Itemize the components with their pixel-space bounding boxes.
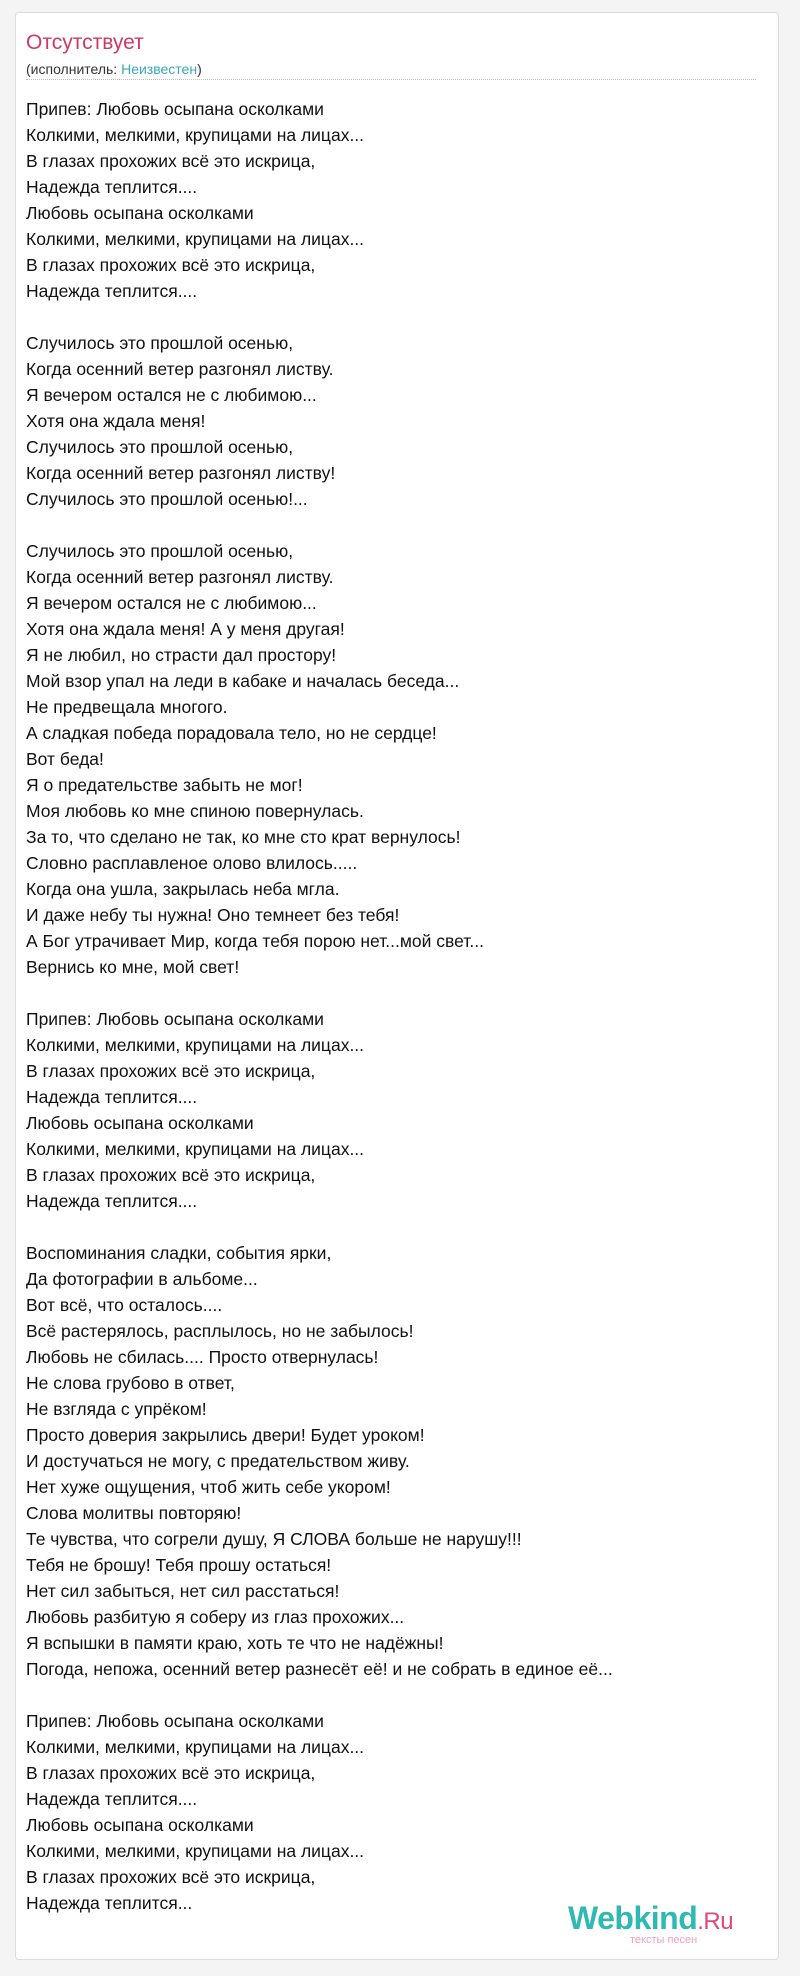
lyric-line: Припев: Любовь осыпана осколками — [26, 99, 324, 119]
lyric-line: Надежда теплится.... — [26, 281, 198, 301]
lyric-line: Не слова грубово в ответ, — [26, 1373, 235, 1393]
lyric-line: Тебя не брошу! Тебя прошу остаться! — [26, 1555, 332, 1575]
lyric-line: Да фотографии в альбоме... — [26, 1269, 258, 1289]
performer-prefix: (исполнитель: — [26, 61, 122, 77]
lyric-line: Случилось это прошлой осенью, — [26, 437, 294, 457]
lyric-line: Погода, непожа, осенний ветер разнесёт её! и не собрать в единое её... — [26, 1659, 613, 1679]
lyric-line: Колкими, мелкими, крупицами на лицах... — [26, 1139, 365, 1159]
lyric-line: Слова молитвы повторяю! — [26, 1503, 242, 1523]
lyric-line: Припев: Любовь осыпана осколками — [26, 1009, 324, 1029]
lyric-line: Когда она ушла, закрылась неба мгла. — [26, 879, 340, 899]
lyrics-text — [26, 96, 766, 1916]
lyric-line: В глазах прохожих всё это искрица, — [26, 1763, 316, 1783]
lyric-line: И достучаться не могу, с предательством живу. — [26, 1451, 410, 1471]
lyric-line: Словно расплавленое олово влилось..... — [26, 853, 358, 873]
lyric-line: Надежда теплится... — [26, 1893, 193, 1913]
lyric-line: Любовь не сбилась.... Просто отвернулась! — [26, 1347, 379, 1367]
lyric-line: В глазах прохожих всё это искрица, — [26, 1165, 316, 1185]
lyric-line: Колкими, мелкими, крупицами на лицах... — [26, 1841, 365, 1861]
lyric-line: Нет хуже ощущения, чтоб жить себе укором! — [26, 1477, 391, 1497]
lyric-line: Надежда теплится.... — [26, 177, 198, 197]
lyric-line: А Бог утрачивает Мир, когда тебя порою нет...мой свет... — [26, 931, 484, 951]
lyric-line: А сладкая победа порадовала тело, но не сердце! — [26, 723, 437, 743]
lyric-line: Моя любовь ко мне спиною повернулась. — [26, 801, 364, 821]
stanza-break — [26, 304, 766, 330]
lyric-line: Я вечером остался не с любимою... — [26, 385, 317, 405]
stanza-break — [26, 1214, 766, 1240]
lyric-line: Любовь осыпана осколками — [26, 203, 254, 223]
logo-name: Webkind — [568, 1900, 698, 1936]
lyric-line: В глазах прохожих всё это искрица, — [26, 151, 316, 171]
lyric-line: Хотя она ждала меня! А у меня другая! — [26, 619, 345, 639]
lyric-line: В глазах прохожих всё это искрица, — [26, 1061, 316, 1081]
lyric-line: Вот всё, что осталось.... — [26, 1295, 223, 1315]
lyric-line: В глазах прохожих всё это искрица, — [26, 255, 316, 275]
lyric-line: Когда осенний ветер разгонял листву. — [26, 567, 334, 587]
logo-tld: .Ru — [697, 1908, 734, 1935]
lyric-line: Колкими, мелкими, крупицами на лицах... — [26, 1035, 365, 1055]
lyric-line: Случилось это прошлой осенью, — [26, 541, 294, 561]
lyric-line: Не предвещала многого. — [26, 697, 228, 717]
stanza-break — [26, 512, 766, 538]
lyric-line: Случилось это прошлой осенью!... — [26, 489, 308, 509]
lyric-line: Я не любил, но страсти дал простору! — [26, 645, 337, 665]
lyric-line: Колкими, мелкими, крупицами на лицах... — [26, 125, 365, 145]
lyric-line: Просто доверия закрылись двери! Будет уроком! — [26, 1425, 425, 1445]
song-title: Отсутствует — [26, 31, 144, 54]
lyric-line: Припев: Любовь осыпана осколками — [26, 1711, 324, 1731]
lyric-line: Те чувства, что согрели душу, Я СЛОВА больше не нарушу!!! — [26, 1529, 522, 1549]
lyric-line: Надежда теплится.... — [26, 1789, 198, 1809]
lyric-line: Вот беда! — [26, 749, 104, 769]
lyric-line: Я о предательстве забыть не мог! — [26, 775, 303, 795]
lyric-line: И даже небу ты нужна! Оно темнеет без тебя! — [26, 905, 400, 925]
lyric-line: Я вспышки в памяти краю, хоть те что не надёжны! — [26, 1633, 444, 1653]
artist-link[interactable]: Неизвестен — [121, 61, 198, 77]
stanza-break — [26, 1682, 766, 1708]
lyric-line: Любовь осыпана осколками — [26, 1815, 254, 1835]
lyric-line: Всё растерялось, расплылось, но не забылось! — [26, 1321, 414, 1341]
performer-suffix: ) — [197, 61, 202, 77]
lyric-line: За то, что сделано не так, ко мне сто крат вернулось! — [26, 827, 461, 847]
lyric-line: Я вечером остался не с любимою... — [26, 593, 317, 613]
lyric-line: Надежда теплится.... — [26, 1087, 198, 1107]
stanza-break — [26, 980, 766, 1006]
lyric-line: Случилось это прошлой осенью, — [26, 333, 294, 353]
lyric-line: В глазах прохожих всё это искрица, — [26, 1867, 316, 1887]
lyric-line: Воспоминания сладки, события ярки, — [26, 1243, 332, 1263]
lyric-line: Надежда теплится.... — [26, 1191, 198, 1211]
logo-tagline: тексты песен — [630, 1934, 698, 1946]
lyric-line: Не взгляда с упрёком! — [26, 1399, 207, 1419]
lyric-line: Нет сил забыться, нет сил расстаться! — [26, 1581, 340, 1601]
lyric-line: Когда осенний ветер разгонял листву! — [26, 463, 336, 483]
performer-line — [26, 60, 202, 78]
lyric-line: Хотя она ждала меня! — [26, 411, 206, 431]
lyric-line: Мой взор упал на леди в кабаке и началась беседа... — [26, 671, 460, 691]
lyric-line: Любовь разбитую я соберу из глаз прохожих... — [26, 1607, 405, 1627]
lyric-line: Когда осенний ветер разгонял листву. — [26, 359, 334, 379]
lyric-line: Колкими, мелкими, крупицами на лицах... — [26, 1737, 365, 1757]
site-logo[interactable] — [568, 1900, 768, 1952]
lyric-line: Любовь осыпана осколками — [26, 1113, 254, 1133]
lyric-line: Колкими, мелкими, крупицами на лицах... — [26, 229, 365, 249]
header-divider — [26, 79, 756, 80]
lyric-line: Вернись ко мне, мой свет! — [26, 957, 240, 977]
